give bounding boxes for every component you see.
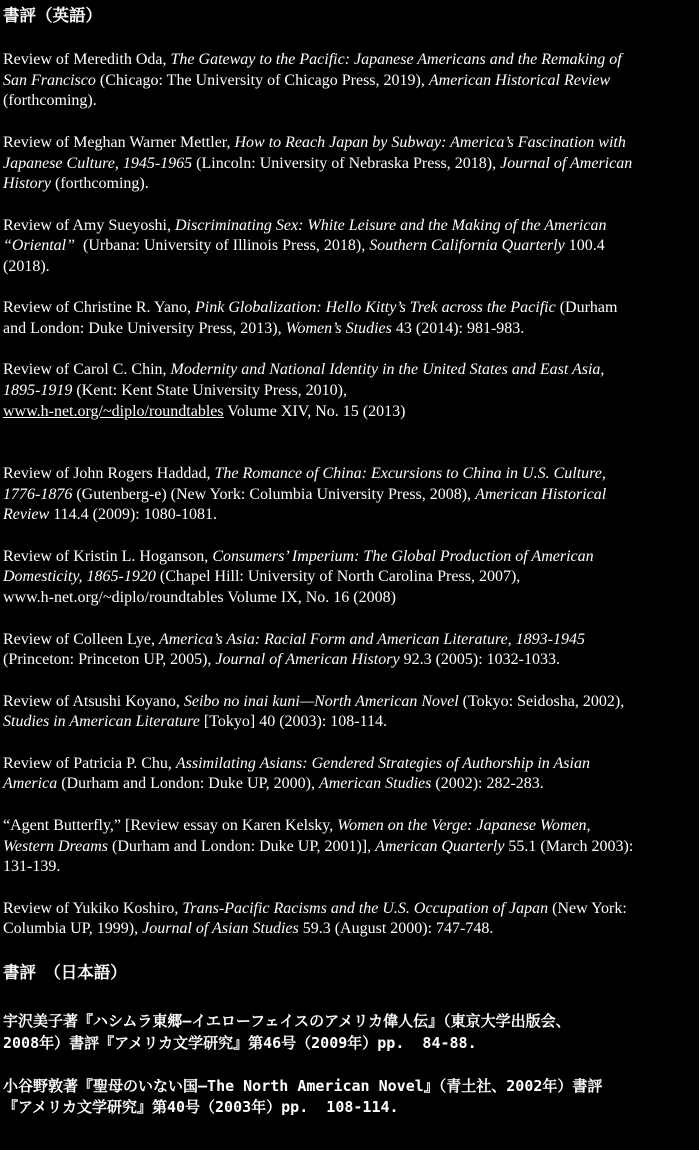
text-run: (Chapel Hill: University of North Carolina Press, 2007), bbox=[155, 568, 521, 586]
title-text: Women’s Studies bbox=[285, 320, 392, 338]
title-text: The Romance of China: Excursions to China in U.S. Culture, bbox=[214, 464, 606, 482]
title-text: Studies in American Literature bbox=[3, 713, 200, 731]
title-text: Pink Globalization: Hello Kitty’s Trek across the Pacific bbox=[195, 299, 556, 317]
text-run: 131-139. bbox=[3, 858, 61, 876]
title-text: “Oriental” bbox=[3, 237, 76, 255]
text-run: 114.4 (2009): 1080-1081. bbox=[49, 506, 218, 524]
title-text: American Historical bbox=[475, 485, 607, 503]
text-run: Review of Christine R. Yano, bbox=[3, 299, 195, 317]
review-entry bbox=[3, 547, 699, 609]
title-text: History bbox=[3, 175, 51, 193]
review-entry-jp bbox=[3, 1076, 699, 1119]
title-text: Southern California Quarterly bbox=[369, 237, 565, 255]
title-text: Women on the Verge: Japanese Women, bbox=[337, 816, 591, 834]
text-run: 2008年）書評『アメリカ文学研究』第46号（2009年）pp. 84-88. bbox=[3, 1033, 477, 1052]
title-text: Discriminating Sex: White Leisure and the Making of the American bbox=[175, 216, 607, 234]
text-run: (Kent: Kent State University Press, 2010), bbox=[72, 382, 347, 400]
title-text: America’s Asia: Racial Form and American Literature, 1893-1945 bbox=[158, 630, 586, 648]
text-run: 59.3 (August 2000): 747-748. bbox=[298, 920, 494, 938]
title-text: Trans-Pacific Racisms and the U.S. Occupation of Japan bbox=[182, 899, 549, 917]
review-entry bbox=[3, 50, 699, 112]
text-run: Review of Kristin L. Hoganson, bbox=[3, 547, 213, 565]
text-run: 55.1 (March 2003): bbox=[504, 837, 634, 855]
title-text: Seibo no inai kuni—North American Novel bbox=[183, 692, 459, 710]
text-run: (Tokyo: Seidosha, 2002), bbox=[458, 692, 625, 710]
text-run: Review of Carol C. Chin, bbox=[3, 361, 171, 379]
title-text: Assimilating Asians: Gendered Strategies of Authorship in Asian bbox=[175, 754, 590, 772]
title-text: American Studies bbox=[318, 775, 432, 793]
text-run: Review of Meghan Warner Mettler, bbox=[3, 133, 235, 151]
title-text: Modernity and National Identity in the United States and East Asia, bbox=[170, 361, 605, 379]
review-entry bbox=[3, 692, 699, 733]
review-entry bbox=[3, 630, 699, 671]
text-run: 宇沢美子著『ハシムラ東郷―イエローフェイスのアメリカ偉人伝』（東京大学出版会、 bbox=[3, 1012, 571, 1031]
text-run: (Gutenberg-e) (New York: Columbia University Press, 2008), bbox=[72, 485, 476, 503]
review-entry bbox=[3, 816, 699, 878]
review-entry bbox=[3, 360, 699, 422]
text-run: Volume XIV, No. 15 (2013) bbox=[223, 402, 406, 420]
text-run: and London: Duke University Press, 2013), bbox=[3, 320, 286, 338]
text-run: (New York: bbox=[548, 899, 627, 917]
title-text: The Gateway to the Pacific: Japanese Americans and the Remaking of bbox=[170, 51, 622, 68]
review-entry bbox=[3, 899, 699, 940]
text-run: 100.4 bbox=[564, 237, 605, 255]
text-run: Review of Meredith Oda, bbox=[3, 51, 171, 68]
review-entry bbox=[3, 216, 699, 278]
text-run: 43 (2014): 981-983. bbox=[391, 320, 525, 338]
title-text: 1776-1876 bbox=[3, 485, 73, 503]
title-text: San Francisco bbox=[3, 71, 96, 89]
hyperlink[interactable]: www.h-net.org/~diplo/roundtables bbox=[3, 402, 224, 420]
text-run: (Princeton: Princeton UP, 2005), bbox=[3, 651, 216, 669]
title-text: 1895-1919 bbox=[3, 382, 73, 400]
title-text: Journal of American History bbox=[215, 651, 400, 669]
title-text: Consumers’ Imperium: The Global Production of American bbox=[212, 547, 594, 565]
text-run: 92.3 (2005): 1032-1033. bbox=[399, 651, 560, 669]
text-run: 小谷野敦著『聖母のいない国―The North American Novel』（青土社、2002年）書評 bbox=[3, 1076, 603, 1095]
text-run: (Durham and London: Duke UP, 2001)], bbox=[108, 837, 376, 855]
text-run: (2002): 282-283. bbox=[431, 775, 544, 793]
review-entry bbox=[3, 754, 699, 795]
text-run: (Durham bbox=[555, 299, 618, 317]
title-text: American Quarterly bbox=[375, 837, 505, 855]
title-text: Western Dreams bbox=[3, 837, 109, 855]
text-run: “Agent Butterfly,” [Review essay on Karen Kelsky, bbox=[3, 816, 338, 834]
text-run: (Durham and London: Duke UP, 2000), bbox=[57, 775, 319, 793]
text-run: (2018). bbox=[3, 258, 50, 275]
title-text: Domesticity, 1865-1920 bbox=[3, 568, 156, 586]
text-run: Review of Yukiko Koshiro, bbox=[3, 899, 183, 917]
section-heading-english: 書評（英語） bbox=[3, 6, 102, 25]
text-run: (forthcoming). bbox=[3, 92, 97, 110]
review-entry bbox=[3, 464, 699, 526]
text-run: Review of Atsushi Koyano, bbox=[3, 692, 184, 710]
text-run: Columbia UP, 1999), bbox=[3, 920, 143, 938]
text-run: www.h-net.org/~diplo/roundtables Volume IX, No. 16 (2008) bbox=[3, 589, 396, 607]
title-text: America bbox=[3, 775, 58, 793]
review-entry bbox=[3, 133, 699, 195]
text-run: Review of John Rogers Haddad, bbox=[3, 464, 215, 482]
text-run: Review of Colleen Lye, bbox=[3, 630, 159, 648]
text-run: (forthcoming). bbox=[51, 175, 149, 193]
title-text: How to Reach Japan by Subway: America’s Fascination with bbox=[234, 133, 626, 151]
text-run: [Tokyo] 40 (2003): 108-114. bbox=[199, 713, 388, 731]
title-text: American Historical Review bbox=[428, 71, 611, 89]
review-entry bbox=[3, 298, 699, 339]
text-run: 『アメリカ文学研究』第40号（2003年）pp. 108-114. bbox=[3, 1098, 399, 1117]
text-run: (Urbana: University of Illinois Press, 2018), bbox=[75, 237, 370, 255]
text-run: Review of Amy Sueyoshi, bbox=[3, 216, 175, 234]
title-text: Review bbox=[3, 506, 50, 524]
document-body bbox=[3, 5, 699, 1119]
text-run: Review of Patricia P. Chu, bbox=[3, 754, 176, 772]
title-text: Japanese Culture, 1945-1965 bbox=[3, 154, 193, 172]
title-text: Journal of American bbox=[500, 154, 633, 172]
section-heading-japanese: 書評 （日本語） bbox=[3, 963, 127, 983]
title-text: Journal of Asian Studies bbox=[142, 920, 299, 938]
review-entry-jp bbox=[3, 1011, 699, 1054]
text-run: (Chicago: The University of Chicago Press, 2019), bbox=[95, 71, 429, 89]
text-run: (Lincoln: University of Nebraska Press, 2018), bbox=[192, 154, 501, 172]
